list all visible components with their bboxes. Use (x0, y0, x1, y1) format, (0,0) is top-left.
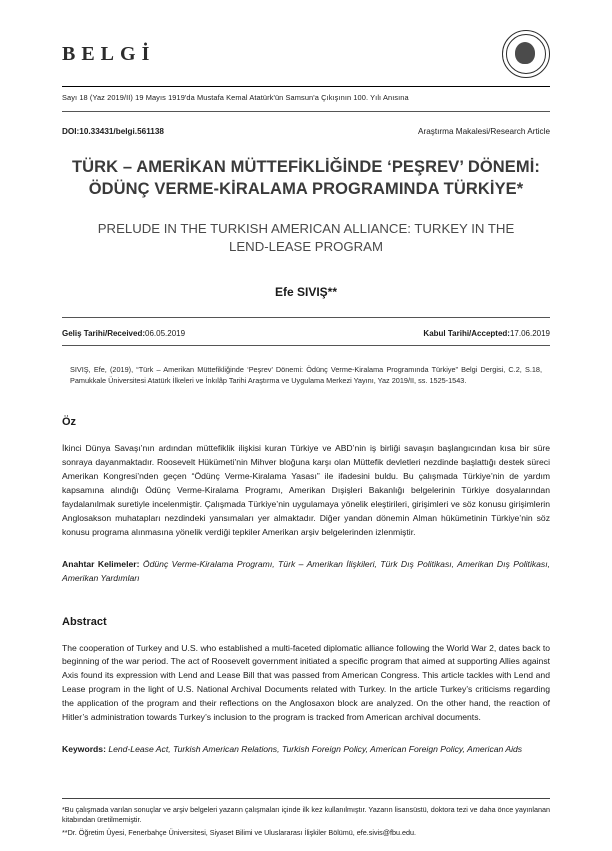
doi-row (62, 118, 550, 140)
abstract-turkish-body: İkinci Dünya Savaşı’nın ardından müttefiklik ilişkisi kuran Türkiye ve ABD’nin iş birliği savaşın başlangıcından kısa bir süre sonraya dayanmaktadır. Roosevelt Hükümeti’nin Mihver bloğuna karşı olan Müttefik devletleri nezdinde başlattığı destek süreci Amerikan Kongresi’nden geçen “Ödünç Verme-Kiralama Yasası” ile ifadesini buldu. Bu çalışmada Türkiye’nin de yardım kapsamına alındığı Ödünç Verme-Kiralama Programı, Amerikan Dışişleri Bakanlığı belgelerinin Türkiye dosyalarından faydalanılmak suretiyle incelenmiştir. Çalışmada Türkiye’nin uygulamaya yönelik eleştirileri, girişimleri ve söz konusu girişimlerin Anglosakson muhatapları nezdindeki yansımaları yer almaktadır. Diğer yandan dönemin Alman hükümetinin Türkiye’nin söz konusu programa alınmasına yönelik verdiği tepkiler Amerikan arşiv belgelerinden izlenmiştir. (62, 443, 550, 537)
footnote-item: *Bu çalışmada varılan sonuçlar ve arşiv belgeleri yazarın çalışmaları içinde ilk kez kullanılmıştır. Yazarın lisansüstü, doktora tezi ve daha önce yayınlanan kitabından üretilmemiştir. (62, 804, 550, 825)
accepted-value: 17.06.2019 (509, 328, 550, 338)
abstract-english-body: The cooperation of Turkey and U.S. who established a multi-faceted diplomatic alliance following the World War 2, dates back to beginning of the war period. The act of Roosevelt government initiated a specific program that aimed at supporting Allies against Axis found its expression with Lend and Lease Bill that was passed from American Congress. This article tackles with Lend and Lease program in the light of U.S. National Archival Documents related with Turkey. In the article Turkey’s criticisms regarding the application of the program and their reflections on the Anglosaxon block are analyzed. On the other hand, the reaction of Hitler’s administration towards Turkey’s inclusion to the program is tracked from American archival documents. (62, 642, 550, 723)
issue-divider (62, 111, 550, 112)
journal-logo: BELGİ (62, 42, 156, 65)
dates-row (62, 324, 550, 343)
university-seal-icon (502, 30, 550, 78)
dates-divider-top (62, 317, 550, 318)
article-type-label: Araştırma Makalesi/Research Article (418, 127, 550, 136)
accepted-date (423, 329, 550, 338)
footnote-item: **Dr. Öğretim Üyesi, Fenerbahçe Üniversitesi, Siyaset Bilimi ve Uluslararası İlişkiler Bölümü, efe.sivis@fbu.edu. (62, 828, 417, 838)
keywords-english-label: Keywords: (62, 744, 106, 755)
issue-line: Sayı 18 (Yaz 2019/II) 19 Mayıs 1919'da Mustafa Kemal Atatürk'ün Samsun'a Çıkışının 100. Yılı Anısına (62, 93, 409, 102)
citation-block: SIVIŞ, Efe, (2019), “Türk – Amerikan Müttefikliğinde ‘Peşrev’ Dönemi: Ödünç Verme-Kiralama Programında Türkiye” Belgi Dergisi, C.2, S.18, Pamukkale Üniversitesi Atatürk İlkeleri ve İnkılâp Tarihi Araştırma ve Uygulama Merkezi Yayını, Yaz 2019/II, ss. 1525-1543. (70, 364, 542, 385)
dates-divider-bottom (62, 345, 550, 346)
abstract-turkish-heading: Öz (62, 416, 77, 429)
page-title: TÜRK – AMERİKAN MÜTTEFİKLİĞİNDE ‘PEŞREV’ DÖNEMİ: ÖDÜNÇ VERME-KİRALAMA PROGRAMINDA TÜRKİYE* (71, 158, 541, 199)
author-name: Efe SIVIŞ** (274, 284, 338, 299)
received-value: 06.05.2019 (145, 328, 186, 338)
received-date (62, 329, 185, 338)
masthead (62, 30, 550, 84)
keywords-turkish-label: Anahtar Kelimeler: (62, 558, 140, 569)
accepted-label: Kabul Tarihi/Accepted: (423, 328, 510, 338)
footnotes (62, 798, 550, 841)
keywords-turkish-value: Ödünç Verme-Kiralama Programı, Türk – Amerikan İlişkileri, Türk Dış Politikası, Amerikan Dış Politikası, Amerikan Yardımları (62, 558, 550, 583)
abstract-english-heading: Abstract (62, 615, 107, 628)
masthead-divider (62, 86, 550, 87)
footnote-divider (62, 798, 550, 799)
keywords-english (62, 743, 550, 757)
page-title-english: PRELUDE IN THE TURKISH AMERICAN ALLIANCE: TURKEY IN THE LEND-LEASE PROGRAM (97, 221, 515, 255)
received-label: Geliş Tarihi/Received: (62, 328, 145, 338)
keywords-turkish (62, 558, 550, 586)
doi-text[interactable]: DOI:10.33431/belgi.561138 (62, 127, 164, 136)
keywords-english-value: Lend-Lease Act, Turkish American Relations, Turkish Foreign Policy, American Foreign Policy, American Aids (108, 744, 523, 755)
